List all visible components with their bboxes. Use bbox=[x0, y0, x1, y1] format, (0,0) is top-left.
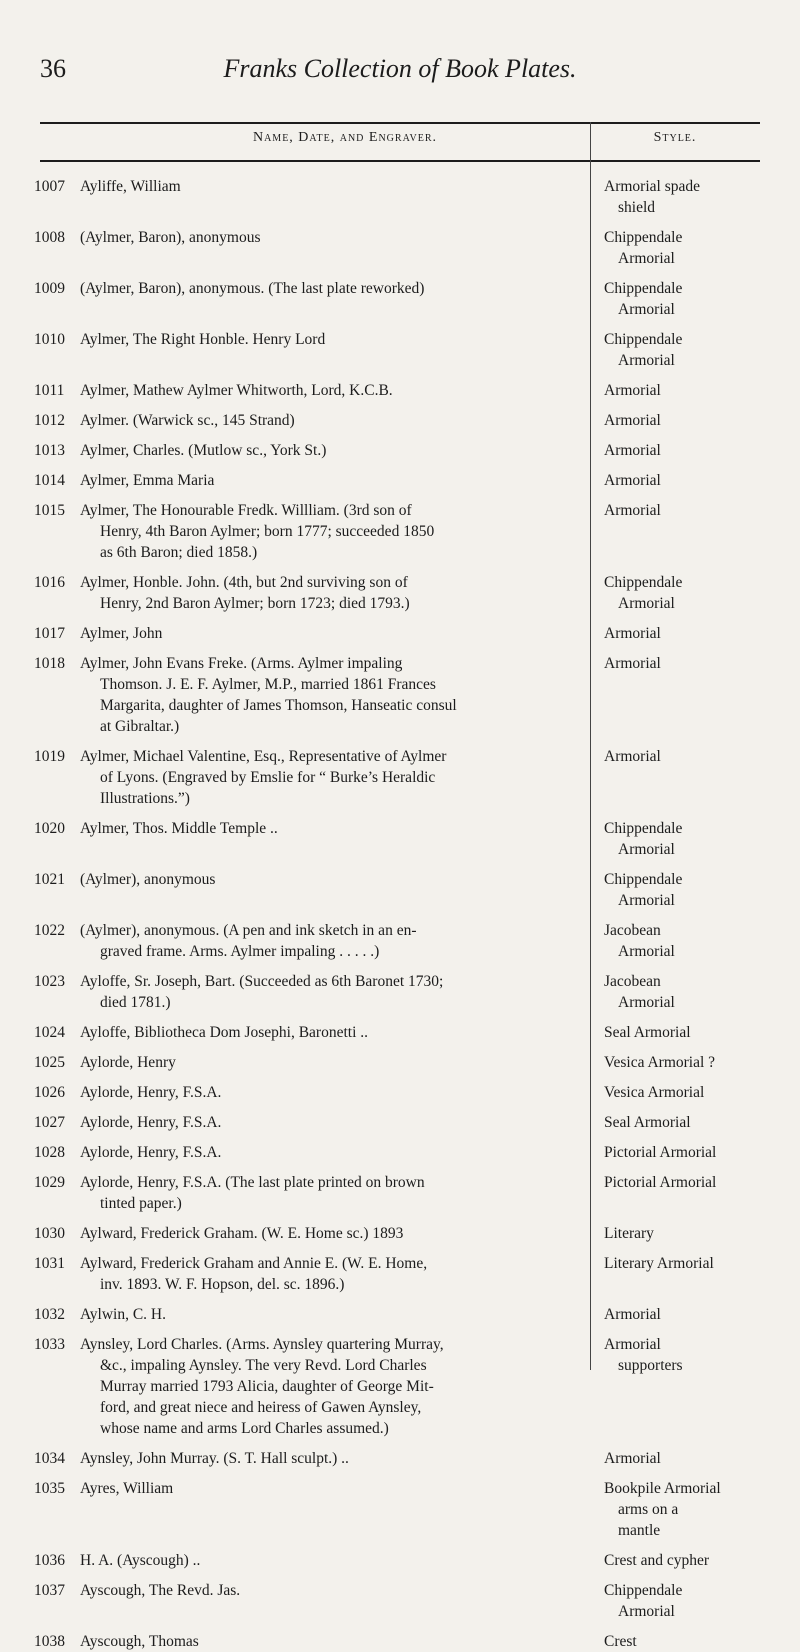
entry-style bbox=[604, 470, 764, 491]
entry-name-line: Illustrations.”) bbox=[100, 790, 190, 807]
entry-number: 1013 bbox=[34, 442, 65, 459]
entry-name-line: Aylorde, Henry bbox=[80, 1054, 176, 1071]
entry-name-line: Thomson. J. E. F. Aylmer, M.P., married 1861 Frances bbox=[100, 676, 436, 693]
entry-name bbox=[80, 176, 583, 197]
entry-number: 1026 bbox=[34, 1084, 65, 1101]
entry-name-line: Aylmer, The Honourable Fredk. Willliam. (3rd son of bbox=[80, 502, 412, 519]
entry-style bbox=[604, 971, 764, 1013]
entry-name-line: Aylorde, Henry, F.S.A. bbox=[80, 1114, 222, 1131]
entry-number: 1009 bbox=[34, 280, 65, 297]
entry-name bbox=[80, 440, 583, 461]
entry-style-line: Armorial bbox=[604, 472, 661, 489]
entry-name bbox=[80, 470, 583, 491]
entry-number: 1033 bbox=[34, 1336, 65, 1353]
entry-style bbox=[604, 410, 764, 431]
entry-style-line: Literary bbox=[604, 1225, 654, 1242]
entry-style-line: Chippendale bbox=[604, 574, 683, 591]
entry-style-line: arms on a bbox=[618, 1501, 679, 1518]
entry-style-line: Armorial bbox=[604, 1306, 661, 1323]
entry-name bbox=[80, 572, 583, 614]
entry-style-line: Chippendale bbox=[604, 820, 683, 837]
entry-name-line: tinted paper.) bbox=[100, 1195, 182, 1212]
entry-style-line: Armorial bbox=[618, 301, 675, 318]
entry-name-line: Margarita, daughter of James Thomson, Hanseatic consul bbox=[100, 697, 457, 714]
entry-name-line: Ayloffe, Sr. Joseph, Bart. (Succeeded as 6th Baronet 1730; bbox=[80, 973, 444, 990]
entry-style bbox=[604, 500, 764, 521]
entry-name-line: Aylmer, Michael Valentine, Esq., Representative of Aylmer bbox=[80, 748, 447, 765]
entry-number: 1017 bbox=[34, 625, 65, 642]
entry-name-line: Aylmer, The Right Honble. Henry Lord bbox=[80, 331, 326, 348]
entry-number: 1032 bbox=[34, 1306, 65, 1323]
entry-name-line: (Aylmer), anonymous bbox=[80, 871, 216, 888]
entry-number: 1018 bbox=[34, 655, 65, 672]
entry-style bbox=[604, 653, 764, 674]
entry-number: 1019 bbox=[34, 748, 65, 765]
entry-name-line: Henry, 2nd Baron Aylmer; born 1723; died 1793.) bbox=[100, 595, 410, 612]
entry-name-line: Aylorde, Henry, F.S.A. bbox=[80, 1084, 222, 1101]
page-number: 36 bbox=[40, 54, 66, 83]
entry-style bbox=[604, 1448, 764, 1469]
entry-number: 1038 bbox=[34, 1633, 65, 1650]
entry-name bbox=[80, 746, 583, 809]
entry-name bbox=[80, 1448, 583, 1469]
entry-style-line: supporters bbox=[618, 1357, 683, 1374]
entry-style bbox=[604, 1142, 764, 1163]
column-header-name: Name, Date, and Engraver. bbox=[252, 130, 438, 145]
entry-name bbox=[80, 1082, 583, 1103]
entry-style bbox=[604, 1082, 764, 1103]
entry-name bbox=[80, 818, 583, 839]
entry-number: 1010 bbox=[34, 331, 65, 348]
entry-name bbox=[80, 1022, 583, 1043]
entry-style-line: Literary Armorial bbox=[604, 1255, 714, 1272]
entry-style-line: mantle bbox=[618, 1522, 661, 1539]
entry-style-line: Armorial bbox=[618, 352, 675, 369]
entry-style bbox=[604, 1223, 764, 1244]
entry-name bbox=[80, 920, 583, 962]
entry-number: 1030 bbox=[34, 1225, 65, 1242]
entry-number: 1021 bbox=[34, 871, 65, 888]
entry-style-line: Armorial bbox=[604, 502, 661, 519]
entry-style bbox=[604, 1112, 764, 1133]
entry-name-line: (Aylmer, Baron), anonymous. (The last plate reworked) bbox=[80, 280, 425, 297]
entry-style-line: Chippendale bbox=[604, 1582, 683, 1599]
entry-style-line: Armorial bbox=[618, 1603, 675, 1620]
entry-style-line: Armorial bbox=[618, 250, 675, 267]
entry-style bbox=[604, 227, 764, 269]
entry-style bbox=[604, 1304, 764, 1325]
entry-number: 1035 bbox=[34, 1480, 65, 1497]
entry-name bbox=[80, 329, 583, 350]
entry-name-line: graved frame. Arms. Aylmer impaling . . . . .) bbox=[100, 943, 380, 960]
entry-number: 1008 bbox=[34, 229, 65, 246]
running-title: Franks Collection of Book Plates. bbox=[223, 54, 577, 83]
entry-style bbox=[604, 278, 764, 320]
entry-number: 1020 bbox=[34, 820, 65, 837]
entry-name-line: &c., impaling Aynsley. The very Revd. Lord Charles bbox=[100, 1357, 427, 1374]
entry-name-line: Aylward, Frederick Graham and Annie E. (W. E. Home, bbox=[80, 1255, 428, 1272]
entry-name bbox=[80, 1631, 583, 1652]
entry-name-line: Aynsley, John Murray. (S. T. Hall sculpt.) .. bbox=[80, 1450, 349, 1467]
entry-name-line: Aylmer, Thos. Middle Temple .. bbox=[80, 820, 278, 837]
entry-name bbox=[80, 653, 583, 737]
entry-style bbox=[604, 1052, 764, 1073]
entry-number: 1024 bbox=[34, 1024, 65, 1041]
entry-style bbox=[604, 869, 764, 911]
entry-style-line: Jacobean bbox=[604, 973, 661, 990]
entry-style-line: Pictorial Armorial bbox=[604, 1174, 717, 1191]
entry-number: 1031 bbox=[34, 1255, 65, 1272]
entry-name-line: died 1781.) bbox=[100, 994, 171, 1011]
entry-name-line: Ayliffe, William bbox=[80, 178, 181, 195]
entry-number: 1007 bbox=[34, 178, 65, 195]
entry-style bbox=[604, 572, 764, 614]
entry-name-line: Aylorde, Henry, F.S.A. (The last plate printed on brown bbox=[80, 1174, 425, 1191]
entry-name bbox=[80, 1334, 583, 1439]
entry-style-line: Armorial bbox=[604, 1450, 661, 1467]
entry-name bbox=[80, 1580, 583, 1601]
entry-name bbox=[80, 1052, 583, 1073]
entry-name bbox=[80, 1142, 583, 1163]
entry-number: 1027 bbox=[34, 1114, 65, 1131]
entry-style bbox=[604, 623, 764, 644]
entry-name bbox=[80, 1253, 583, 1295]
entry-style-line: Seal Armorial bbox=[604, 1024, 691, 1041]
entry-name bbox=[80, 227, 583, 248]
entry-style bbox=[604, 818, 764, 860]
column-header-style: Style. bbox=[653, 130, 697, 145]
entry-style-line: Armorial bbox=[604, 1336, 661, 1353]
entry-name-line: Aynsley, Lord Charles. (Arms. Aynsley quartering Murray, bbox=[80, 1336, 444, 1353]
entry-style-line: Pictorial Armorial bbox=[604, 1144, 717, 1161]
entry-style-line: Armorial bbox=[604, 625, 661, 642]
entry-name bbox=[80, 380, 583, 401]
entry-style bbox=[604, 1022, 764, 1043]
entry-style-line: Chippendale bbox=[604, 871, 683, 888]
top-rule bbox=[40, 122, 760, 124]
entry-style-line: Vesica Armorial bbox=[604, 1084, 705, 1101]
entry-name bbox=[80, 1550, 583, 1571]
entry-style-line: Armorial bbox=[618, 943, 675, 960]
entry-name-line: Aylmer, Charles. (Mutlow sc., York St.) bbox=[80, 442, 327, 459]
entry-number: 1029 bbox=[34, 1174, 65, 1191]
entry-style bbox=[604, 1478, 764, 1541]
entry-name bbox=[80, 500, 583, 563]
entry-number: 1022 bbox=[34, 922, 65, 939]
entry-number: 1025 bbox=[34, 1054, 65, 1071]
entry-number: 1011 bbox=[34, 382, 65, 399]
entry-name-line: (Aylmer, Baron), anonymous bbox=[80, 229, 261, 246]
entry-style bbox=[604, 380, 764, 401]
entry-name-line: Ayscough, The Revd. Jas. bbox=[80, 1582, 241, 1599]
entry-name bbox=[80, 869, 583, 890]
entry-name-line: Henry, 4th Baron Aylmer; born 1777; succeeded 1850 bbox=[100, 523, 435, 540]
entry-name-line: Aylorde, Henry, F.S.A. bbox=[80, 1144, 222, 1161]
entry-number: 1016 bbox=[34, 574, 65, 591]
entry-style-line: Armorial bbox=[604, 382, 661, 399]
entry-style-line: Chippendale bbox=[604, 229, 683, 246]
entry-number: 1034 bbox=[34, 1450, 65, 1467]
entry-number: 1014 bbox=[34, 472, 65, 489]
entry-style-line: Chippendale bbox=[604, 280, 683, 297]
entry-name-line: Ayscough, Thomas bbox=[80, 1633, 199, 1650]
entry-style bbox=[604, 1550, 764, 1571]
entry-style bbox=[604, 1172, 764, 1193]
entry-style-line: Vesica Armorial ? bbox=[604, 1054, 716, 1071]
entry-style bbox=[604, 746, 764, 767]
entry-name-line: Aylmer, Emma Maria bbox=[80, 472, 215, 489]
entry-style-line: Bookpile Armorial bbox=[604, 1480, 721, 1497]
entry-name bbox=[80, 1304, 583, 1325]
entry-style-line: Armorial bbox=[618, 841, 675, 858]
entry-name-line: Aylmer, Mathew Aylmer Whitworth, Lord, K.C.B. bbox=[80, 382, 393, 399]
entry-style bbox=[604, 329, 764, 371]
column-divider bbox=[590, 122, 591, 1370]
entry-style bbox=[604, 1580, 764, 1622]
entry-name-line: whose name and arms Lord Charles assumed.) bbox=[100, 1420, 389, 1437]
entry-style-line: Jacobean bbox=[604, 922, 661, 939]
entry-name bbox=[80, 278, 583, 299]
entry-style-line: Armorial bbox=[604, 748, 661, 765]
entry-name-line: Ayres, William bbox=[80, 1480, 174, 1497]
header-rule bbox=[40, 160, 760, 162]
entry-name-line: of Lyons. (Engraved by Emslie for “ Burke’s Heraldic bbox=[100, 769, 436, 786]
entry-number: 1015 bbox=[34, 502, 65, 519]
entry-name bbox=[80, 623, 583, 644]
entry-name-line: Ayloffe, Bibliotheca Dom Josephi, Baronetti .. bbox=[80, 1024, 369, 1041]
entry-name bbox=[80, 1478, 583, 1499]
entry-style-line: Armorial bbox=[604, 412, 661, 429]
entry-name bbox=[80, 410, 583, 431]
entry-name bbox=[80, 971, 583, 1013]
entry-style-line: Armorial bbox=[604, 442, 661, 459]
entry-style-line: Crest bbox=[604, 1633, 637, 1650]
entry-name bbox=[80, 1112, 583, 1133]
entry-name-line: H. A. (Ayscough) .. bbox=[80, 1552, 201, 1569]
entry-style bbox=[604, 1631, 764, 1652]
entry-style-line: Seal Armorial bbox=[604, 1114, 691, 1131]
entry-name-line: Aylmer, John Evans Freke. (Arms. Aylmer impaling bbox=[80, 655, 403, 672]
entry-name-line: Murray married 1793 Alicia, daughter of George Mit- bbox=[100, 1378, 434, 1395]
entry-name-line: Aylwin, C. H. bbox=[80, 1306, 166, 1323]
entry-name-line: Aylward, Frederick Graham. (W. E. Home sc.) 1893 bbox=[80, 1225, 404, 1242]
entry-style-line: Armorial spade bbox=[604, 178, 700, 195]
entry-name-line: ford, and great niece and heiress of Gawen Aynsley, bbox=[100, 1399, 422, 1416]
entry-style bbox=[604, 920, 764, 962]
entry-name-line: as 6th Baron; died 1858.) bbox=[100, 544, 258, 561]
entry-style bbox=[604, 440, 764, 461]
entry-name-line: Aylmer, John bbox=[80, 625, 163, 642]
entry-name-line: inv. 1893. W. F. Hopson, del. sc. 1896.) bbox=[100, 1276, 345, 1293]
entry-number: 1023 bbox=[34, 973, 65, 990]
entry-number: 1036 bbox=[34, 1552, 65, 1569]
entry-name-line: (Aylmer), anonymous. (A pen and ink sketch in an en- bbox=[80, 922, 417, 939]
entry-style-line: shield bbox=[618, 199, 656, 216]
entry-style-line: Armorial bbox=[618, 994, 675, 1011]
entry-style bbox=[604, 1253, 764, 1274]
entry-name bbox=[80, 1172, 583, 1214]
entry-name-line: Aylmer. (Warwick sc., 145 Strand) bbox=[80, 412, 295, 429]
entry-style-line: Armorial bbox=[618, 595, 675, 612]
entry-style-line: Armorial bbox=[618, 892, 675, 909]
entry-number: 1012 bbox=[34, 412, 65, 429]
entry-name-line: at Gibraltar.) bbox=[100, 718, 180, 735]
entry-number: 1028 bbox=[34, 1144, 65, 1161]
entry-name bbox=[80, 1223, 583, 1244]
entry-style-line: Chippendale bbox=[604, 331, 683, 348]
entry-number: 1037 bbox=[34, 1582, 65, 1599]
entry-style-line: Armorial bbox=[604, 655, 661, 672]
entry-style bbox=[604, 176, 764, 218]
entry-style-line: Crest and cypher bbox=[604, 1552, 710, 1569]
entry-name-line: Aylmer, Honble. John. (4th, but 2nd surviving son of bbox=[80, 574, 408, 591]
